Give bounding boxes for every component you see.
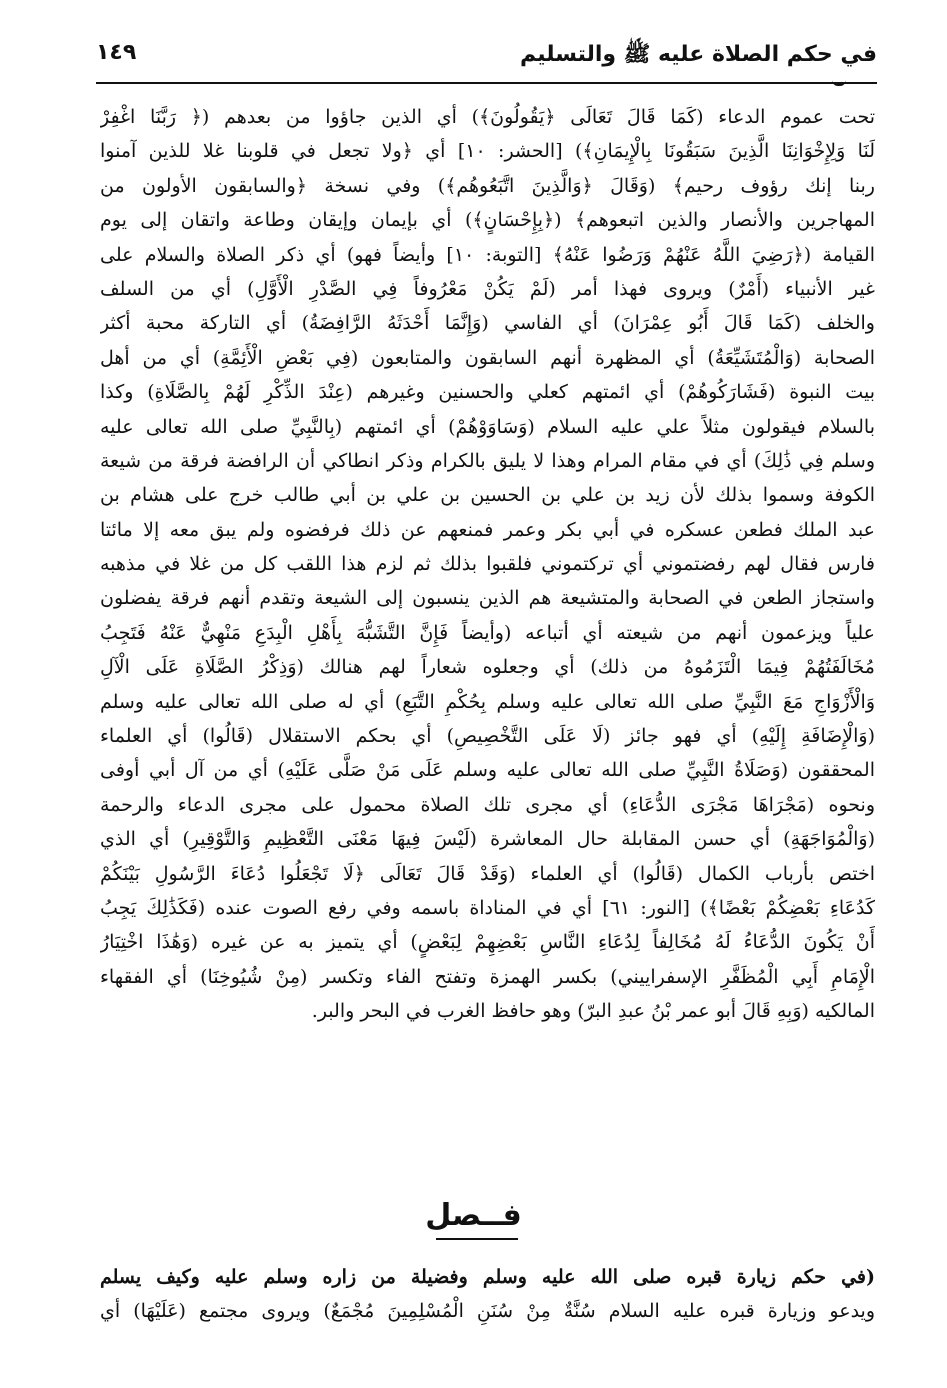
- text-line: المهاجرين والأنصار والذين اتبعوهم﴾ (﴿بِإِحْسَانٍ﴾) أي بإيمان وإيقان وطاعة واتقان إلى يوم: [100, 209, 875, 232]
- text-line: القيامة (﴿رَضِيَ اللَّهُ عَنْهُمْ وَرَضُوا عَنْهُ﴾ [التوبة: ١٠] وأيضاً فهو) أي ذكر الصلاة والسلام على: [100, 243, 875, 266]
- text-line: ونحوه (مَجْرَاهَا مَجْرَى الدُّعَاءِ) أي مجرى تلك الصلاة محمول على مجرى الدعاء والرحمة: [100, 793, 875, 816]
- header-title: في حكم الصلاة عليه ﷺ والتسليم: [520, 42, 877, 67]
- text-line: فارس فقال لهم رفضتموني أي تركتموني فلقبوا بذلك ثم لزم هذا اللقب كل من غلا في مذهبه: [100, 553, 875, 576]
- text-line: علياً ويزعمون أنهم من شيعته أي أتباعه (وأيضاً فَإِنَّ التَّشَبُّهَ بِأَهْلِ الْبِدَعِ مَنْهِيٌّ عَنْهُ فَتَجِبُ: [100, 621, 875, 644]
- text-line: عبد الملك فطعن عسكره في أبي بكر وعمر فمنعهم عن ذلك فرفضوه ولم يبق معه إلا مائتا: [100, 518, 875, 541]
- text-line: والخلف (كَمَا قَالَ أَبُو عِمْرَانَ) أي الفاسي (وَإِنَّمَا أَحْدَثَهُ الرَّافِضَةُ) أي التاركة محبة أكثر: [100, 312, 875, 335]
- text-line: تحت عموم الدعاء (كَمَا قَالَ تَعَالَى ﴿يَقُولُونَ﴾) أي الذين جاؤوا من بعدهم (﴿ رَبَّنَا اغْفِرْ: [100, 106, 875, 128]
- text-line: (وَالْإِضَافَةِ إِلَيْهِ) أي فهو جائز (لَا عَلَى التَّخْصِيصِ) أي بحكم الاستقلال (قَالُوا) أي العلماء: [100, 725, 875, 748]
- text-line: غير الأنبياء (أَمْرٌ) ويروى فهذا أمر (لَمْ يَكُنْ مَعْرُوفاً فِي الصَّدْرِ الْأَوَّلِ) أي من السلف: [100, 277, 875, 300]
- text-line: لَنَا وَلِإِخْوَانِنَا الَّذِينَ سَبَقُونَا بِالْإِيمَانِ﴾) [الحشر: ١٠] أي ﴿ولا تجعل في قلوبنا غلا للذين آمنوا: [100, 140, 875, 163]
- header-mark: [832, 74, 846, 86]
- text-line: الْإِمَامِ أَبِي الْمُظَفَّرِ الإسفراييني) بكسر الهمزة وتفتح الفاء وتكسر (مِنْ شُيُوخِنَا) أي الفقهاء: [100, 965, 875, 988]
- main-text: [100, 100, 875, 1029]
- text-line: ربنا إنك رؤوف رحيم﴾ (وَقَالَ ﴿وَالَّذِينَ اتَّبَعُوهُم﴾) وفي نسخة ﴿والسابقون الأولون من: [100, 174, 875, 197]
- text-line: المالكيه (وَبِهِ قَالَ أبو عمر بْنُ عبدِ البرّ) وهو حافظ الغرب في البحر والبر.: [311, 1000, 875, 1023]
- section-heading: فــصل: [425, 1198, 522, 1233]
- section-heading-underline: [436, 1238, 518, 1240]
- text-line: ويدعو وزيارة قبره عليه السلام سُنَّةٌ مِنْ سُنَنِ الْمُسْلِمِينَ مُجْمَعٌ) ويروى مجتمع (عَلَيْهَا) أي: [100, 1300, 875, 1323]
- text-line: كَدُعَاءِ بَعْضِكُمْ بَعْضًا﴾) [النور: ٦١] أي في المناداة باسمه وفي رفع الصوت عنده (فَكَذَٰلِكَ يَجِبُ: [100, 896, 875, 919]
- section-text: [100, 1260, 875, 1329]
- page-number: ١٤٩: [96, 40, 137, 65]
- text-line: الكوفة وسموا بذلك لأن زيد بن علي بن الحسين بن علي بن أبي طالب خرج على هشام بن: [100, 484, 875, 507]
- text-line: بالسلام فيقولون مثلاً علي عليه السلام (وَسَاوَوْهُمْ) أي ائمتهم (بِالنَّبِيِّ صلى الله تعالى عليه: [100, 415, 875, 438]
- text-line: الصحابة (وَالْمُتَشَيِّعَةُ) أي المظهرة أنهم السابقون والمتابعون (فِي بَعْضِ الْأَئِمَّةِ) أي من أهل: [100, 346, 875, 369]
- text-line: مُخَالَفَتُهُمْ فِيمَا الْتَزَمُوهُ من ذلك) أي وجعلوه شعاراً لهم هنالك (وَذِكْرُ الصَّلَاةِ عَلَى الْآلِ: [100, 656, 875, 679]
- header-rule: [96, 82, 877, 84]
- text-line: أَنْ يَكُونَ الدُّعَاءُ لَهُ مُخَالِفاً لِدُعَاءِ النَّاسِ بَعْضِهِمْ لِبَعْضٍ) أي يتميز به عن غيره (وَهَٰذَا اخْتِيَارُ: [100, 931, 875, 954]
- text-line: وسلم فِي ذَٰلِكَ) أي في مقام المرام وهذا لا يليق بالكرام وذكر انطاكي أن الرافضة فرقة من شيعة: [100, 449, 875, 472]
- running-header: [96, 34, 877, 78]
- text-line: اختص بأرباب الكمال (قَالُوا) أي العلماء (وَقَدْ قَالَ تَعَالَى ﴿لَا تَجْعَلُوا دُعَاءَ الرَّسُولِ بَيْنَكُمْ: [100, 862, 875, 885]
- text-line: المحققون (وَصَلَاةُ النَّبِيِّ صلى الله تعالى عليه وسلم عَلَى مَنْ صَلَّى عَلَيْهِ) أي من آل أبي أوفى: [100, 759, 875, 782]
- text-line: (وَالْمُوَاجَهَةِ) أي حسن المقابلة حال المعاشرة (لَيْسَ فِيهَا مَعْنَى التَّعْظِيمِ وَالتَّوْقِيرِ) أي الذي: [100, 828, 875, 851]
- text-line: بيت النبوة (فَشَارَكُوهُمْ) أي ائمتهم كعلي والحسنين وغيرهم (عِنْدَ الذِّكْرِ لَهُمْ بِالصَّلَاةِ) وكذا: [100, 381, 875, 404]
- text-line: واستجاز الطعن في الصحابة والمتشيعة هم الذين ينسبون إلى الشيعة وتقدم أنهم فرقة يفضلون: [100, 587, 875, 610]
- text-line: (في حكم زيارة قبره صلى الله عليه وسلم وفضيلة من زاره وسلم عليه وكيف يسلم: [100, 1266, 875, 1288]
- text-line: وَالْأَزْوَاجِ مَعَ النَّبِيِّ صلى الله تعالى عليه وسلم بِحُكْمِ التَّبَعِ) أي له صلى الله تعالى عليه وسلم: [100, 690, 875, 713]
